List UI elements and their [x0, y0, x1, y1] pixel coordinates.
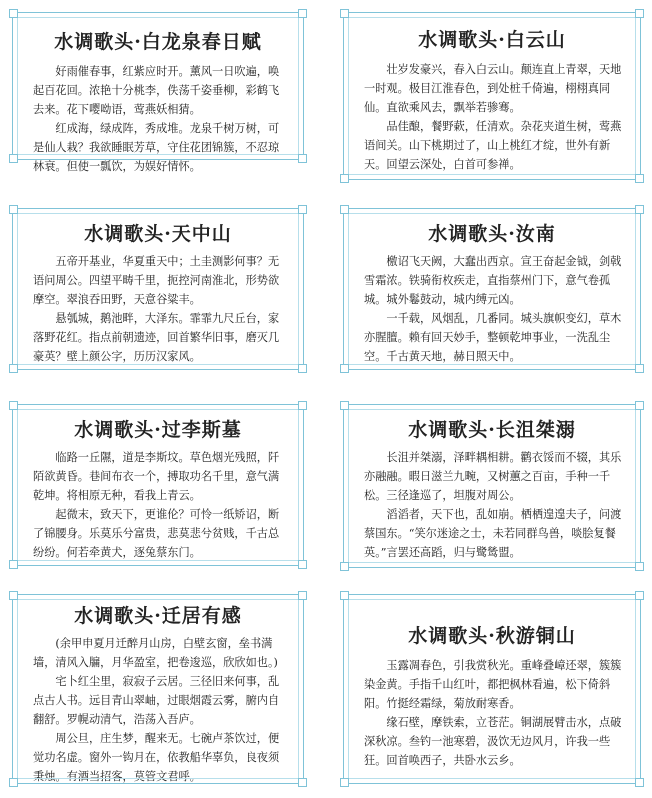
- poem-card: [12, 12, 304, 173]
- poem-title: 水调歌头·白龙泉春日赋: [54, 31, 262, 53]
- poem-body: [33, 62, 285, 176]
- poem-paragraph: 滔滔者，天下也，乱如崩。栖栖遑遑夫子，问渡蔡国东。“笑尔迷途之士，未若同群鸟兽，啖脍复餐英。”言罢还高蹈，归与鹭鸶盟。: [364, 508, 622, 559]
- poem-card: [343, 594, 641, 784]
- poem-title: 水调歌头·天中山: [84, 223, 232, 245]
- poem-paragraph: (余甲申夏月迁醉月山房，白壁玄窗，垒书满墙，清风入牖，月华盈室，把卷逡巡，欣欣如也。): [33, 637, 278, 669]
- poem-paragraph: 临路一丘隰，道是李斯坟。草色烟光残照，阡陌欲黄昏。巷间布衣一个，搏取功名千里，意气满乾坤。将相原无种，看我上青云。: [33, 451, 280, 502]
- poem-title: 水调歌头·白云山: [418, 29, 566, 51]
- poem-paragraph: 周公旦，庄生梦，醒来无。七碗卢茶饮过，便觉功名虚。窗外一钩月在，依教船华辜负，良夜须秉烛。有酒当招客，莫管文君呼。: [33, 732, 280, 783]
- poem-paragraph: 壮岁发豪兴，春入白云山。颠连直上青翠，天地一时观。极目江淮春色，到处桩千倚遍，栩栩真同仙。直欲乘风去，飘举若骖骞。: [364, 63, 622, 114]
- poem-card: [343, 208, 641, 370]
- poem-paragraph: 缘石壁，摩铁索，立苍茫。铜湖展臂击水，点破深秋凉。叁钓一池寒碧，汲饮无边风月，许我一些狂。回首唤西子，共卧水云乡。: [364, 716, 622, 767]
- poem-title: 水调歌头·迁居有感: [74, 605, 242, 627]
- poem-card: [12, 594, 304, 784]
- poem-title: 水调歌头·长沮桀溺: [408, 419, 576, 441]
- poem-paragraph: 品佳酿，餐野蔌，任清欢。杂花夹道生树，莺燕语间关。山下桃期过了，山上桃红才绽，世外有新天。回望云深处，白首可参禅。: [364, 120, 622, 171]
- poem-title: 水调歌头·过李斯墓: [74, 419, 242, 441]
- poem-body: [364, 60, 622, 174]
- poem-paragraph: 宅卜红尘里，寂寂子云居。三径旧来何事，乱点古人书。远目青山翠岫，过眼烟霞云雾，腑内自翻舒。罗幌动清气，浩荡入吾庐。: [33, 675, 280, 726]
- poem-title: 水调歌头·秋游铜山: [408, 625, 576, 647]
- poem-paragraph: 檄诏飞天阙，大蠢出西京。宣王奋起金钺，剑戟雪霜浓。铁骑衔枚疾走，直指蔡州门下，意气卷孤城。城外鬈鼓动，城内缚元凶。: [364, 255, 622, 306]
- poem-body: [33, 634, 285, 786]
- poem-paragraph: 玉露凋春色，引我赏秋光。重峰叠嶂还翠，簇簇染金黄。手指千山红叶，都把枫林看遍，松下倚斜阳。竹挺经霜绿，菊放耐寒香。: [364, 659, 622, 710]
- poem-card: [343, 404, 641, 568]
- poem-body: [364, 252, 622, 366]
- poem-body: [33, 448, 285, 562]
- poem-paragraph: 悬瓠城，鹅池畔，大泽东。霏霏九尺丘台，家落野花红。指点前朝遗迹，回首繁华旧事，磨灭几豪英？壁上颜公字，历历汉家风。: [33, 312, 280, 363]
- poem-paragraph: 长沮并桀溺，泽畔耦相耕。鹳衣馁而不辍，其乐亦融融。暇日滋兰九畹，又树蕙之百亩，手种一千松。三径逢巡了，坦腹对周公。: [364, 451, 622, 502]
- poem-body: [364, 656, 622, 770]
- poem-paragraph: 红成海，绿成阵，秀成堆。龙泉千树万树，可是仙人栽？我欲睡眠芳草，守住花团锦簇，不忍琼林衰。但使一瓢饮，为娱好情怀。: [33, 122, 280, 173]
- poem-body: [33, 252, 285, 366]
- poem-card: [12, 404, 304, 566]
- poem-title: 水调歌头·汝南: [428, 223, 556, 245]
- poem-paragraph: 好雨催春事，红紫应时开。薰风一日吹遍，唤起百花回。浓艳十分桃李，佚荡千姿垂柳，彩鹤飞去来。花下嘤呦语，莺燕妖相猜。: [33, 65, 280, 116]
- poem-body: [364, 448, 622, 562]
- poem-card: [343, 12, 641, 180]
- poem-paragraph: 五帝开基业，华夏重天中；土圭测影何事？无语问周公。四望平畴千里，扼控河南淮北，形势欲摩空。翠浪吞田野，天意谷粱丰。: [33, 255, 280, 306]
- poem-paragraph: 起微末，致天下，更谁伦？可怜一纸矫诏，断了锦腰身。乐莫乐兮富贵，悲莫悲兮贫贱，千古总纷纷。何若牵黄犬，逐兔蔡东门。: [33, 508, 280, 559]
- poem-card: [12, 208, 304, 370]
- poem-paragraph: 一千载，风烟乱，几番同。城头旗帜变幻，草木亦腥膻。赖有回天妙手，整顿乾坤事业，一洗乱尘空。千古黄天地，赫日照天中。: [364, 312, 622, 363]
